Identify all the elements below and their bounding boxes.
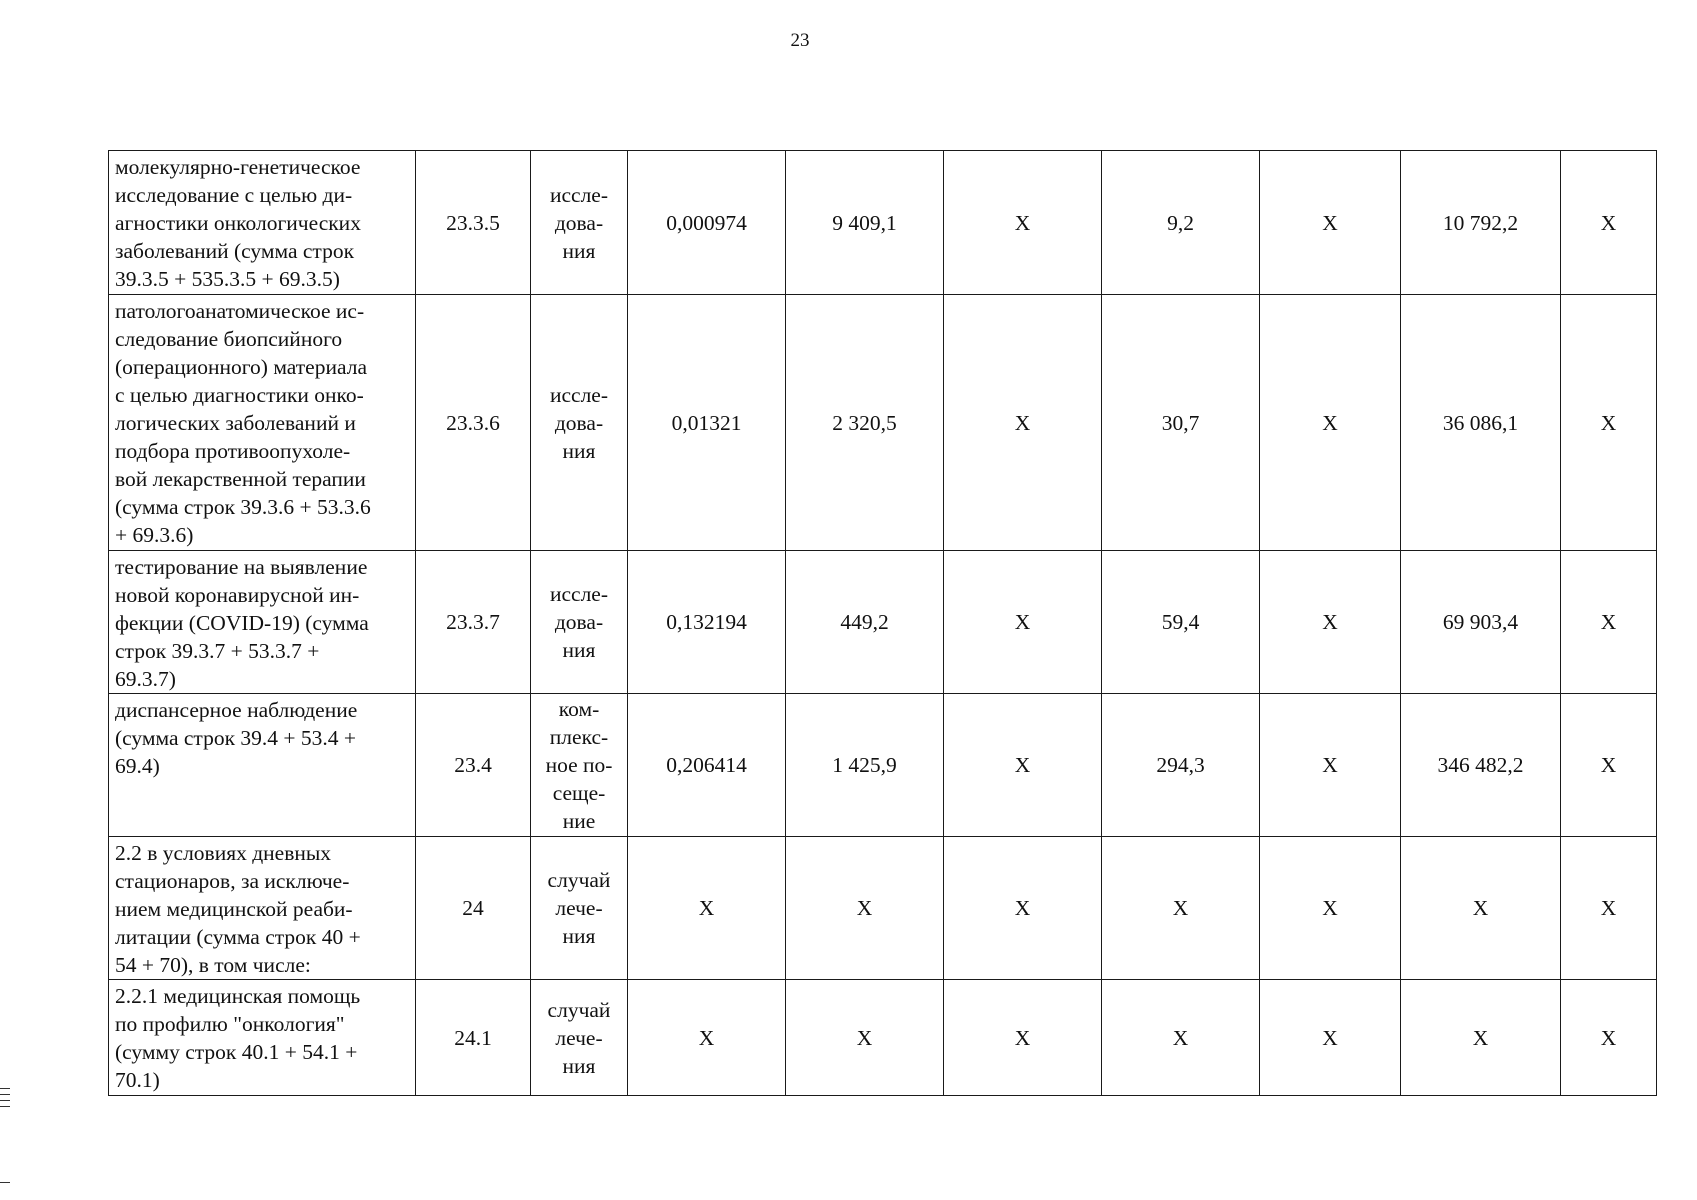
table-cell: X — [944, 837, 1102, 980]
page-number: 23 — [790, 30, 810, 51]
table-cell: 1 425,9 — [786, 694, 944, 837]
table-row — [109, 694, 1657, 837]
table-cell: X — [944, 151, 1102, 295]
row-code-cell: 23.3.5 — [416, 151, 531, 295]
table-cell: X — [1260, 295, 1401, 551]
table-cell: X — [1260, 694, 1401, 837]
table-cell: X — [1102, 980, 1260, 1096]
table-cell: X — [1260, 837, 1401, 980]
table-cell: X — [944, 694, 1102, 837]
margin-mark — [0, 1182, 10, 1183]
row-name-cell: тестирование на выявление новой коронавирусной ин- фекции (COVID-19) (сумма строк 39.3.7 + 53.3.7 + 69.3.7) — [109, 551, 416, 694]
table-cell: 0,000974 — [628, 151, 786, 295]
row-unit-cell: иссле- дова- ния — [531, 551, 628, 694]
data-table — [108, 150, 1657, 1096]
row-code-cell: 24.1 — [416, 980, 531, 1096]
row-unit-cell: иссле- дова- ния — [531, 151, 628, 295]
margin-mark — [0, 1100, 10, 1101]
row-unit-cell: случай лече- ния — [531, 837, 628, 980]
table-cell: 449,2 — [786, 551, 944, 694]
margin-mark — [0, 1088, 10, 1089]
table-cell: X — [1561, 694, 1657, 837]
table-cell: 9 409,1 — [786, 151, 944, 295]
table-cell: X — [786, 980, 944, 1096]
table-cell: 0,01321 — [628, 295, 786, 551]
table-cell: X — [944, 551, 1102, 694]
table-cell: X — [1260, 980, 1401, 1096]
table-cell: X — [1260, 151, 1401, 295]
table-cell: X — [944, 295, 1102, 551]
row-name-cell: диспансерное наблюдение (сумма строк 39.4 + 53.4 + 69.4) — [109, 694, 416, 837]
table-cell: 9,2 — [1102, 151, 1260, 295]
table-row — [109, 151, 1657, 295]
table-cell: X — [1401, 980, 1561, 1096]
table-cell: 36 086,1 — [1401, 295, 1561, 551]
table-cell: X — [1561, 151, 1657, 295]
table-cell: X — [628, 837, 786, 980]
row-unit-cell: случай лече- ния — [531, 980, 628, 1096]
table-cell: 59,4 — [1102, 551, 1260, 694]
table-cell: 69 903,4 — [1401, 551, 1561, 694]
table-cell: X — [628, 980, 786, 1096]
row-code-cell: 23.3.7 — [416, 551, 531, 694]
table-cell: 346 482,2 — [1401, 694, 1561, 837]
table-cell: 10 792,2 — [1401, 151, 1561, 295]
margin-mark — [0, 1106, 10, 1107]
table-row — [109, 551, 1657, 694]
row-code-cell: 23.4 — [416, 694, 531, 837]
row-name-cell: молекулярно-генетическое исследование с целью ди- агностики онкологических заболеваний (сумма строк 39.3.5 + 535.3.5 + 69.3.5) — [109, 151, 416, 295]
table-cell: X — [786, 837, 944, 980]
table-cell: X — [1260, 551, 1401, 694]
row-name-cell: 2.2 в условиях дневных стационаров, за исключе- нием медицинской реаби- литации (сумма строк 40 + 54 + 70), в том числе: — [109, 837, 416, 980]
table-cell: X — [1561, 295, 1657, 551]
table-cell: 294,3 — [1102, 694, 1260, 837]
table-row — [109, 837, 1657, 980]
row-unit-cell: иссле- дова- ния — [531, 295, 628, 551]
margin-mark — [0, 1094, 10, 1095]
row-name-cell: 2.2.1 медицинская помощь по профилю "онкология" (сумму строк 40.1 + 54.1 + 70.1) — [109, 980, 416, 1096]
table-cell: 0,132194 — [628, 551, 786, 694]
table-cell: X — [1561, 837, 1657, 980]
row-unit-cell: ком- плекс- ное по- сеще- ние — [531, 694, 628, 837]
row-name-cell: патологоанатомическое ис- следование биопсийного (операционного) материала с целью диагностики онко- логических заболеваний и подбора противоопухоле- вой лекарственной терапии (сумма строк 39.3.6 + 53.3.6 + 69.3.6) — [109, 295, 416, 551]
row-code-cell: 24 — [416, 837, 531, 980]
table-cell: X — [1561, 551, 1657, 694]
table-cell: X — [944, 980, 1102, 1096]
table-cell: 30,7 — [1102, 295, 1260, 551]
table-cell: X — [1561, 980, 1657, 1096]
table-cell: 2 320,5 — [786, 295, 944, 551]
table-cell: 0,206414 — [628, 694, 786, 837]
table-row — [109, 980, 1657, 1096]
table-cell: X — [1102, 837, 1260, 980]
table-row — [109, 295, 1657, 551]
row-code-cell: 23.3.6 — [416, 295, 531, 551]
table-cell: X — [1401, 837, 1561, 980]
